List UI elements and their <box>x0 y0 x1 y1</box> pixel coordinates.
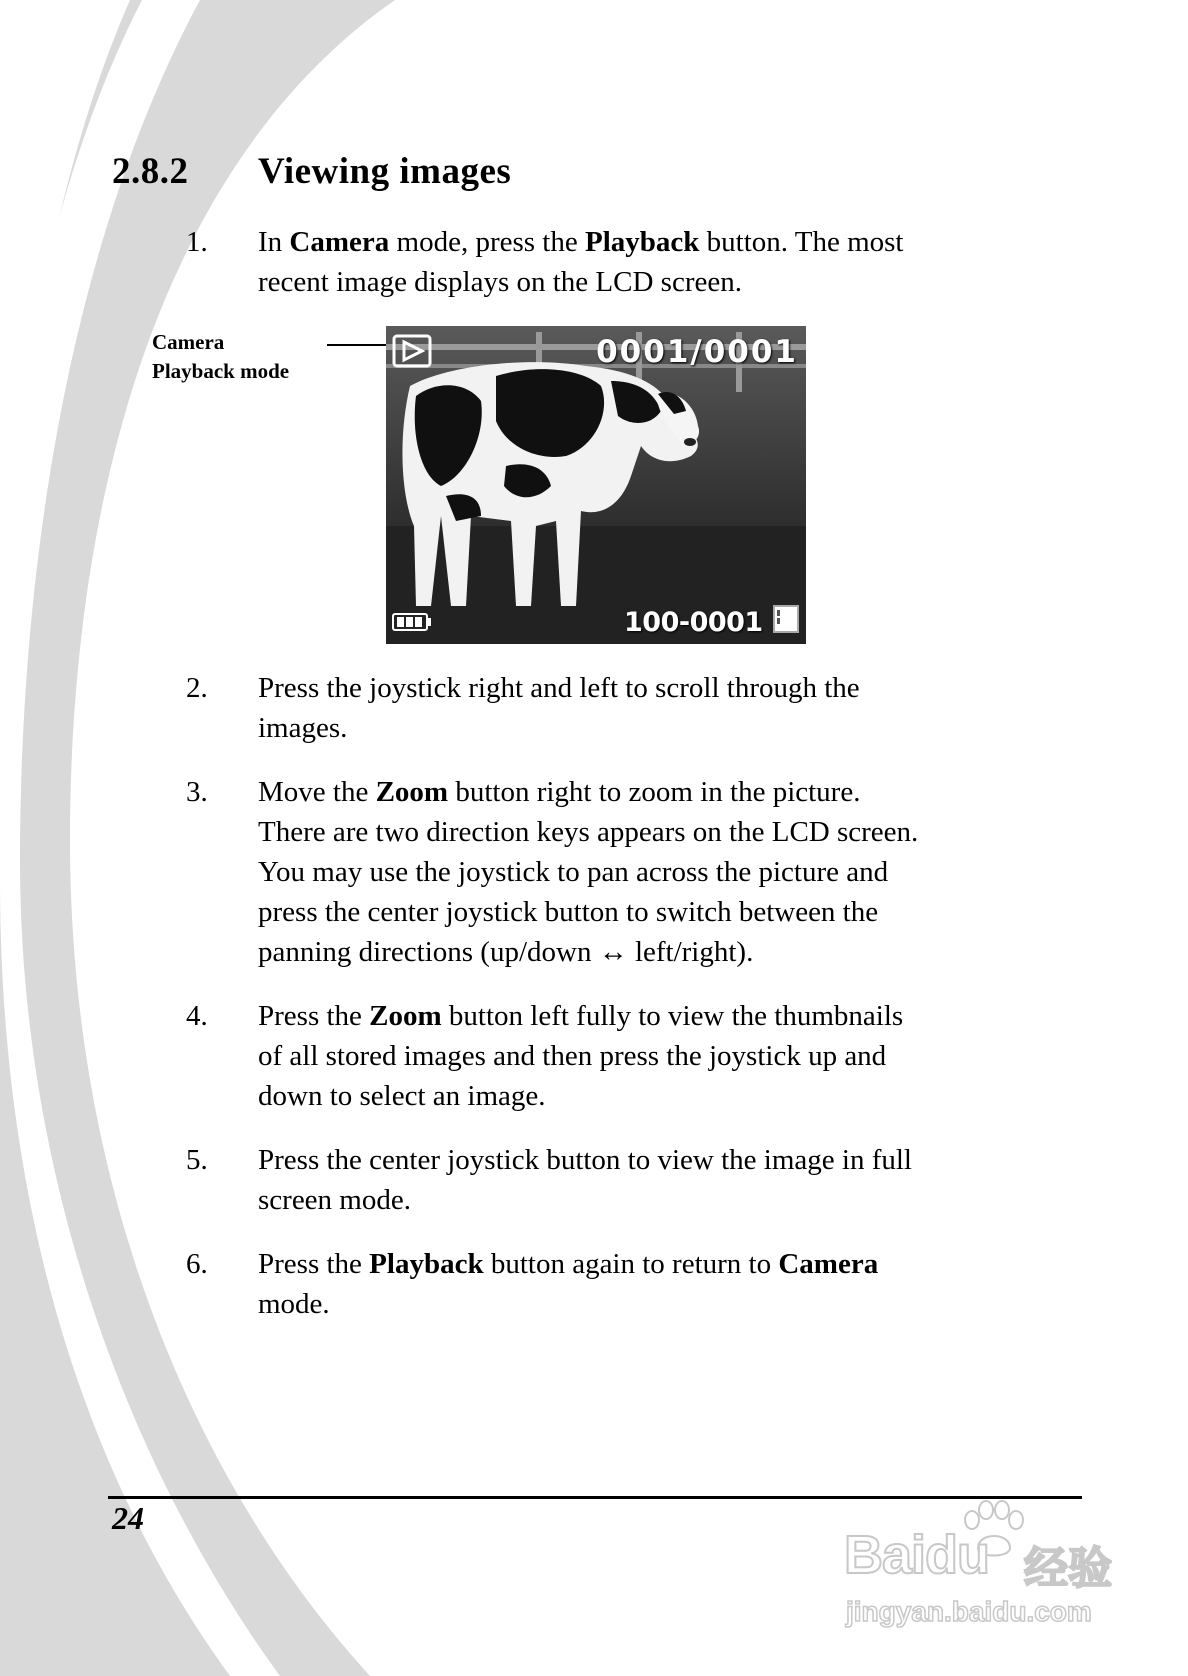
watermark-logo: Baidu <box>844 1525 990 1585</box>
text-run: In <box>258 226 290 258</box>
callout-leader-line <box>327 344 393 346</box>
page-number: 24 <box>112 1500 144 1536</box>
text-run: screen mode. <box>258 1184 411 1216</box>
section-heading <box>112 150 511 193</box>
text-run: images. <box>258 712 348 744</box>
step-line <box>258 892 1088 932</box>
text-run: Press the <box>258 1248 370 1280</box>
bold-term: Camera <box>778 1248 879 1280</box>
text-run: recent image displays on the LCD screen. <box>258 266 742 298</box>
callout-line-1: Camera <box>152 330 225 354</box>
callout-label <box>152 328 289 386</box>
watermark-url: jingyan.baidu.com <box>846 1596 1092 1627</box>
step-line <box>258 852 1088 892</box>
step-number: 3. <box>186 776 208 808</box>
step-line <box>258 708 1088 748</box>
step-line <box>258 1140 1088 1180</box>
text-run: You may use the joystick to pan across the picture and <box>258 856 889 888</box>
bold-term: Zoom <box>369 1000 442 1032</box>
text-run: Press the center joystick button to view the image in full <box>258 1144 912 1176</box>
text-run: mode, press the <box>389 226 585 258</box>
footer-rule <box>108 1496 1082 1499</box>
step-text <box>258 996 1088 1116</box>
watermark-chinese: 经验 <box>1024 1543 1112 1594</box>
step-line <box>258 1244 1088 1284</box>
section-title: Viewing images <box>258 151 512 192</box>
section-number: 2.8.2 <box>112 151 189 192</box>
step-number: 4. <box>186 1000 208 1032</box>
battery-icon <box>392 612 432 632</box>
step-number: 5. <box>186 1144 208 1176</box>
text-run: button. The most <box>699 226 904 258</box>
step-line <box>258 996 1088 1036</box>
step-line <box>258 1076 1088 1116</box>
text-run: of all stored images and then press the joystick up and <box>258 1040 887 1072</box>
text-run: Press the joystick right and left to scroll through the <box>258 672 860 704</box>
memory-card-icon <box>772 604 800 634</box>
text-run: panning directions (up/down ↔ left/right). <box>258 936 754 968</box>
step-text <box>258 1140 1088 1220</box>
lcd-screen-image <box>386 326 806 644</box>
step-text <box>258 222 1088 302</box>
step-line <box>258 222 1088 262</box>
text-run: There are two direction keys appears on the LCD screen. <box>258 816 919 848</box>
step-line <box>258 668 1088 708</box>
file-number: 100-0001 <box>624 607 763 638</box>
step-line <box>258 1180 1088 1220</box>
step-text <box>258 772 1088 972</box>
step-line <box>258 1284 1088 1324</box>
step-line <box>258 812 1088 852</box>
step-number: 1. <box>186 226 208 258</box>
step-line <box>258 932 1088 972</box>
step-number: 6. <box>186 1248 208 1280</box>
bold-term: Playback <box>584 226 700 258</box>
step-line <box>258 772 1088 812</box>
step-line <box>258 1036 1088 1076</box>
step-text <box>258 1244 1088 1324</box>
text-run: mode. <box>258 1288 330 1320</box>
bold-term: Zoom <box>375 776 449 808</box>
image-counter: 0001/0001 <box>596 334 798 370</box>
baidu-watermark <box>838 1500 1128 1640</box>
text-run: button right to zoom in the picture. <box>448 776 861 808</box>
step-number: 2. <box>186 672 208 704</box>
text-run: Move the <box>258 776 376 808</box>
text-run: down to select an image. <box>258 1080 546 1112</box>
text-run: button again to return to <box>483 1248 779 1280</box>
bold-term: Playback <box>369 1248 484 1280</box>
bold-term: Camera <box>289 226 390 258</box>
cow-photo <box>386 326 806 644</box>
text-run: Press the <box>258 1000 370 1032</box>
step-line <box>258 262 1088 302</box>
playback-mode-icon <box>392 334 432 368</box>
text-run: button left fully to view the thumbnails <box>441 1000 904 1032</box>
step-text <box>258 668 1088 748</box>
text-run: press the center joystick button to switch between the <box>258 896 879 928</box>
callout-line-2: Playback mode <box>152 359 290 383</box>
